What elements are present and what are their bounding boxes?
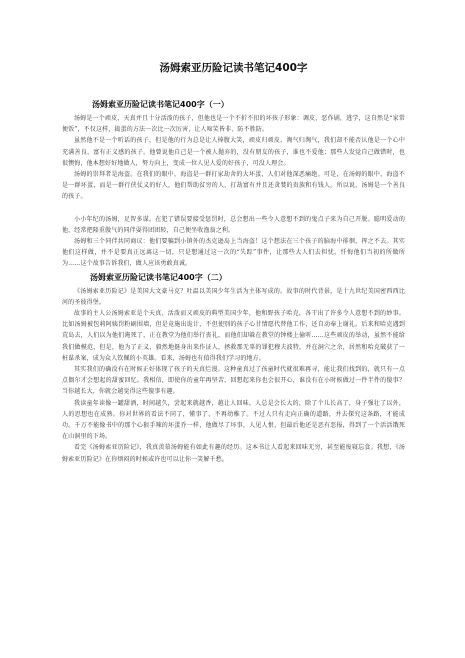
paragraph: 我读童年读像一罐甜酒，时间越久，尝起来就越香，越让人回味。人总是会长大的，除了个儿长高了，身子强壮了以外，人的思想也在成熟。你对世界的看法不同了，懂事了，不再幼稚了。不过人只有走向正确的道路，并去探究这条路，才能成功。千万不能像书中的那个心狠手辣的坏蛋乔一样，他做尽了坏事，人见人恨，但最后他还是恶有恶报，得到了一个活活饿死在山洞里的下场。 xyxy=(62,399,405,441)
paragraph: 小小年纪的汤姆，足智多谋。在犯了错误要接受惩罚时，总会想出一些令人意想不到的鬼点子来为自己开脱。聪明爱动的他，经常把隆重傲气的同伴耍得团团转，自己便坐收渔翁之利。 xyxy=(62,215,405,234)
section-1 xyxy=(62,99,405,203)
paragraph: 汤姆和三个同伴共同商议：他们要骗到小镇外的杰克逊岛上当海盗！这个想法在三个孩子的脑海中徘徊，挥之不去。其实他们这样做，并不是要真正远离这一切，只是想通过这一次的“失踪”事件，让那些大人们去担忧，忏悔他们当初的所做所为……这个故事告诉我们，做人应该勇敢真诚。 xyxy=(62,238,405,268)
section-2 xyxy=(62,272,405,465)
section-2-title: 汤姆索亚历险记读书笔记400字（二） xyxy=(90,272,227,282)
paragraph: 故事的主人公汤姆索亚是个天真、活泼而又顽皮的典型美国少年，他和野孩子哈克，各干出了许多令人意想不到的妙事。比如汤姆被包莉阿姨罚粉刷围墙，但是竟施出诡计，不但使别的孩子心甘情愿代替他工作，还自动奉上谢礼。后来和哈克遇到荒岛去，人们以为他们淹死了，正在教堂为他们举行丧礼，而他们却躲在教堂的钟楼上偷听……这些顽皮的举动，虽然不能给我们做模范，但是，他为了正义，毅然地挺身出来作证人，拯救那无辜的罪犯穆夫波特，并在洞穴之余，居然和哈克破获了一桩谋杀案，成为众人钦佩的小英雄。看来，汤姆也有值得我们学习的地方。 xyxy=(62,310,405,362)
section-1-title: 汤姆索亚历险记读书笔记400字（一） xyxy=(92,100,229,109)
paragraph: 其实我们的确没有在时候正好体现了孩子的天真烂漫。这种童真过了孩童时代就很难再寻，能让我们找到的，就只有一点点偶尔才会想起的甜蜜回忆。我相信，即使你的童年再坚苦，回想起来你也会很开心，谁没有在小时候做过一件半件的傻事？当你越长大，你就会越觉得这些傻事有趣。 xyxy=(62,366,405,396)
section-1-continued xyxy=(62,214,405,270)
paragraph: 虽然他不是一个听话的孩子，但是他的行为总是让人捧腹大笑，顽皮归顽皮，淘气归淘气，我们却不能否认他是一个心中充满善良、富有正义感的孩子。他曾说他自己是一个被人抛弃的，没有朋友的孩子，谁也不爱他；那些人发觉自己做错时，也很懊悔，他本想好好地做人，努力向上，变成一位人见人爱的好孩子，可没人理会。 xyxy=(62,137,405,167)
paragraph: 看完《汤姆索亚历险记》，我真羡慕汤姆能有如此有趣的经历。这本书让人看起来回味无穷，甚至能废寝忘食。我想，《汤姆索亚历险记》在你烦闷的时候或许也可以让你一笑解千愁。 xyxy=(62,444,405,463)
document-title: 汤姆索亚历险记读书笔记400字 xyxy=(159,62,308,74)
section-gap xyxy=(62,203,405,214)
paragraph: 《汤姆索亚历险记》是美国大文豪马克？吐温以美国少年生活为主体写成的。故事的时代背景，是十九世纪美国密西西比河的圣彼得堡。 xyxy=(62,287,405,306)
paragraph: 汤姆的崇拜者是海盗。在我们的眼中，海盗是一群打家劫舍的大坏蛋，人们对他深恶痛绝。可是，在汤姆的眼中，海盗不是一群坏蛋，而是一群行侠仗义的好人，他们帮助贫穷的人，打劫富有并且还贪婪的贵族和有钱人。所以说，汤姆是一个善良的孩子。 xyxy=(62,171,405,201)
paragraph: 汤姆是一个顽皮、天真并且十分活泼的孩子，但他也是一个不折不扣的坏孩子形象：调皮、恶作剧，逃学，这自然是“家常便饭”，不仅这样，捣蛋的方法一次比一次厉害，让人啼笑皆非、防不胜防。 xyxy=(62,115,405,134)
